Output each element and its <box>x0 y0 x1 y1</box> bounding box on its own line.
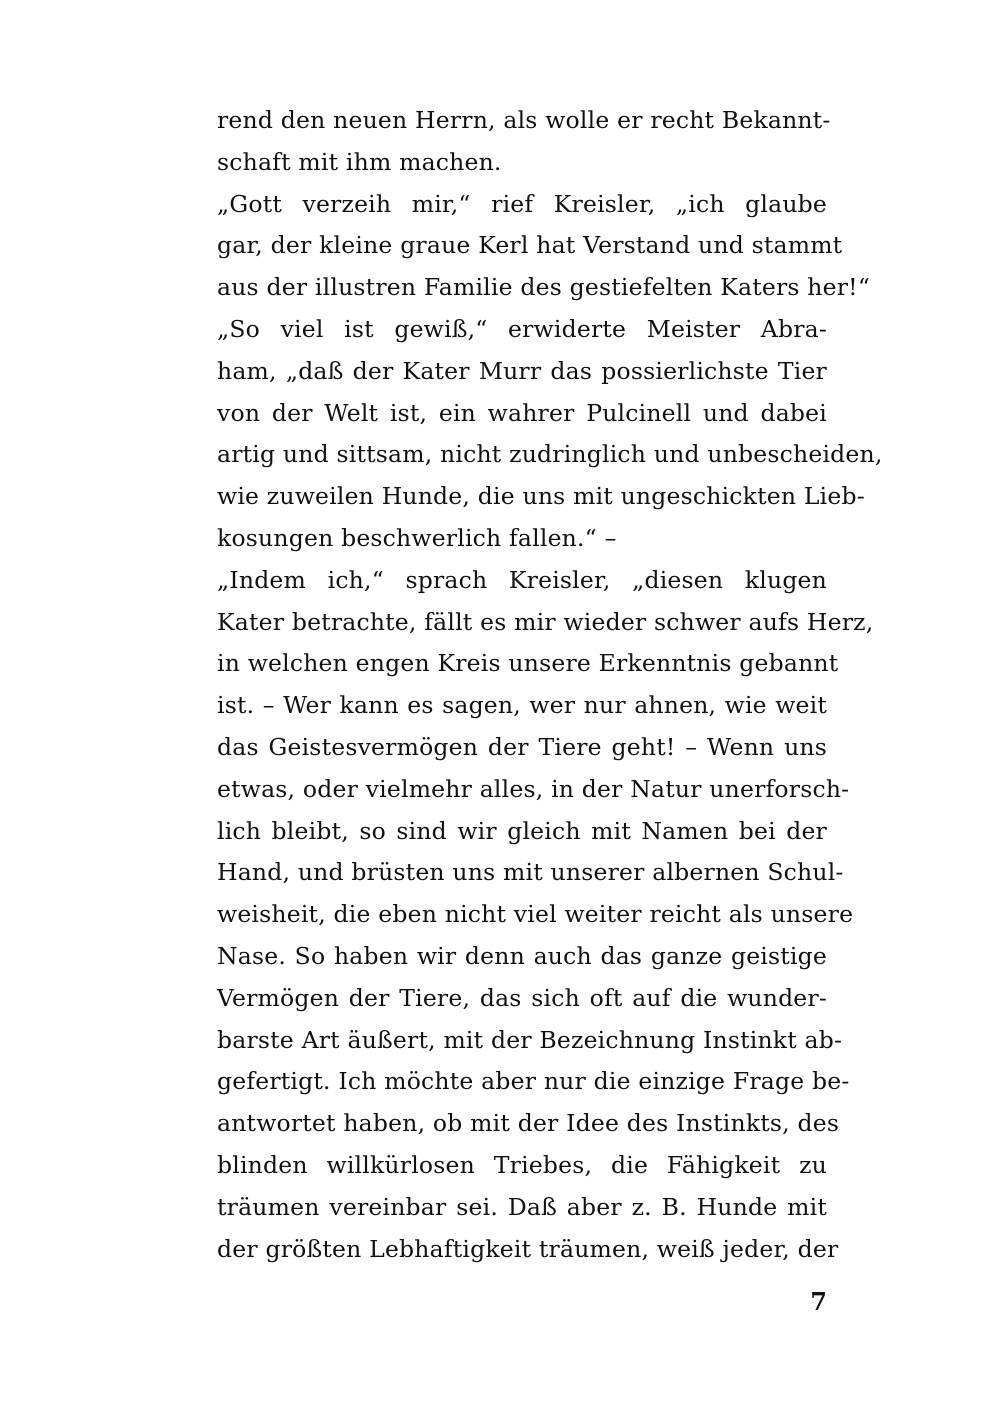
text-line: Vermögen der Tiere, das sich oft auf die wunder- <box>217 983 827 1012</box>
text-line: ist. – Wer kann es sagen, wer nur ahnen, wie weit <box>217 691 827 720</box>
text-line: in welchen engen Kreis unsere Erkenntnis gebannt <box>217 649 839 678</box>
text-line: lich bleibt, so sind wir gleich mit Namen bei der <box>217 816 827 845</box>
text-line: schaft mit ihm machen. <box>217 147 502 176</box>
text-line: träumen vereinbar sei. Daß aber z. B. Hunde mit <box>217 1192 827 1221</box>
text-line: das Geistesvermögen der Tiere geht! – Wenn uns <box>217 732 827 761</box>
text-line: Kater betrachte, fällt es mir wieder schwer aufs Herz, <box>217 607 874 636</box>
text-line: Hand, und brüsten uns mit unserer albernen Schul- <box>217 858 844 887</box>
text-line: barste Art äußert, mit der Bezeichnung Instinkt ab- <box>217 1025 843 1054</box>
text-line: „Gott verzeih mir,“ rief Kreisler, „ich glaube <box>217 189 827 218</box>
text-line: wie zuweilen Hunde, die uns mit ungeschickten Lieb- <box>217 482 865 511</box>
text-line: artig und sittsam, nicht zudringlich und unbescheiden, <box>217 440 883 469</box>
text-line: gar, der kleine graue Kerl hat Verstand und stammt <box>217 231 843 260</box>
text-line: etwas, oder vielmehr alles, in der Natur unerforsch- <box>217 774 850 803</box>
page-number: 7 <box>810 1287 827 1316</box>
text-line: rend den neuen Herrn, als wolle er recht Bekannt- <box>217 106 831 134</box>
text-line: ham, „daß der Kater Murr das possierlichste Tier <box>217 356 827 385</box>
text-line: antwortet haben, ob mit der Idee des Instinkts, des <box>217 1109 840 1138</box>
text-line: „So viel ist gewiß,“ erwiderte Meister Abra- <box>217 314 827 343</box>
text-line: Nase. So haben wir denn auch das ganze geistige <box>217 941 827 970</box>
text-line: blinden willkürlosen Triebes, die Fähigkeit zu <box>217 1150 827 1179</box>
text-line: von der Welt ist, ein wahrer Pulcinell und dabei <box>217 398 827 427</box>
text-line: weisheit, die eben nicht viel weiter reicht als unsere <box>217 900 854 929</box>
text-line: der größten Lebhaftigkeit träumen, weiß jeder, der <box>217 1234 839 1263</box>
text-line: kosungen beschwerlich fallen.“ – <box>217 523 617 552</box>
text-line: gefertigt. Ich möchte aber nur die einzige Frage be- <box>217 1067 850 1096</box>
text-line: „Indem ich,“ sprach Kreisler, „diesen klugen <box>217 565 827 594</box>
text-line: aus der illustren Familie des gestiefelten Katers her!“ <box>217 273 871 302</box>
body-text <box>217 100 883 1270</box>
